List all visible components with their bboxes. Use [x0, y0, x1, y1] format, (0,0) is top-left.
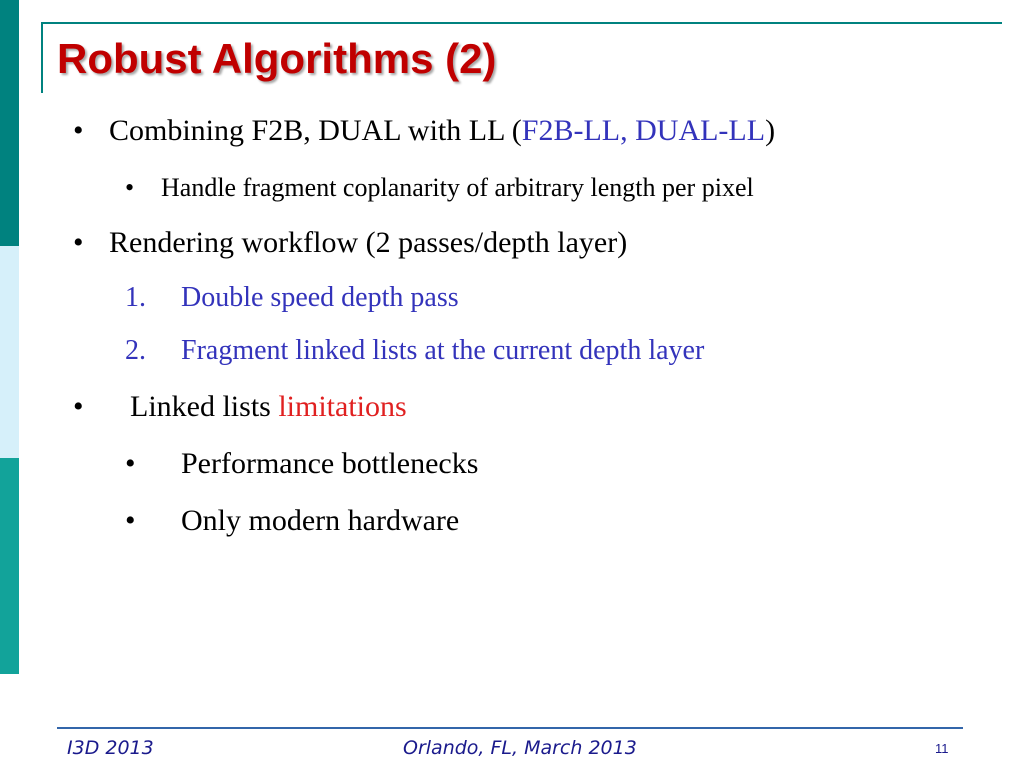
- side-bar-top: [0, 0, 19, 246]
- sub-bullet-coplanarity: Handle fragment coplanarity of arbitrary length per pixel: [161, 173, 754, 202]
- numbered-marker: 2.: [125, 335, 146, 366]
- slide-title: Robust Algorithms (2): [57, 35, 497, 82]
- footer-divider: [57, 727, 963, 729]
- side-bar-middle: [0, 246, 19, 458]
- bullet-text: Combining F2B, DUAL with LL (: [109, 114, 522, 147]
- sub-bullet-marker: •: [125, 447, 136, 480]
- sub-bullet-marker: •: [125, 504, 136, 537]
- title-divider-horizontal: [41, 22, 1002, 24]
- sub-bullet-hardware: Only modern hardware: [181, 504, 460, 537]
- bullet-text-end: ): [765, 114, 776, 147]
- footer-conference: I3D 2013: [67, 737, 154, 759]
- title-divider-vertical: [41, 22, 43, 93]
- numbered-item-linked-lists: Fragment linked lists at the current depth layer: [181, 335, 705, 366]
- side-bar-bottom: [0, 458, 19, 674]
- bullet-rendering-workflow: Rendering workflow (2 passes/depth layer): [109, 226, 628, 259]
- bullet-highlight: F2B-LL, DUAL-LL: [521, 114, 766, 147]
- bullet-combining: [109, 113, 775, 149]
- sub-bullet-performance: Performance bottlenecks: [181, 447, 479, 480]
- page-number: 11: [935, 741, 949, 756]
- numbered-marker: 1.: [125, 282, 146, 313]
- numbered-item-depth-pass: Double speed depth pass: [181, 282, 459, 313]
- bullet-text: Linked lists: [130, 390, 279, 423]
- bullet-marker: •: [73, 114, 84, 147]
- bullet-marker: •: [73, 390, 84, 423]
- bullet-highlight: limitations: [278, 390, 407, 423]
- bullet-linked-lists-limitations: [130, 389, 407, 425]
- bullet-marker: •: [73, 226, 84, 259]
- sub-bullet-marker: •: [125, 173, 135, 202]
- footer-location: Orlando, FL, March 2013: [403, 737, 637, 759]
